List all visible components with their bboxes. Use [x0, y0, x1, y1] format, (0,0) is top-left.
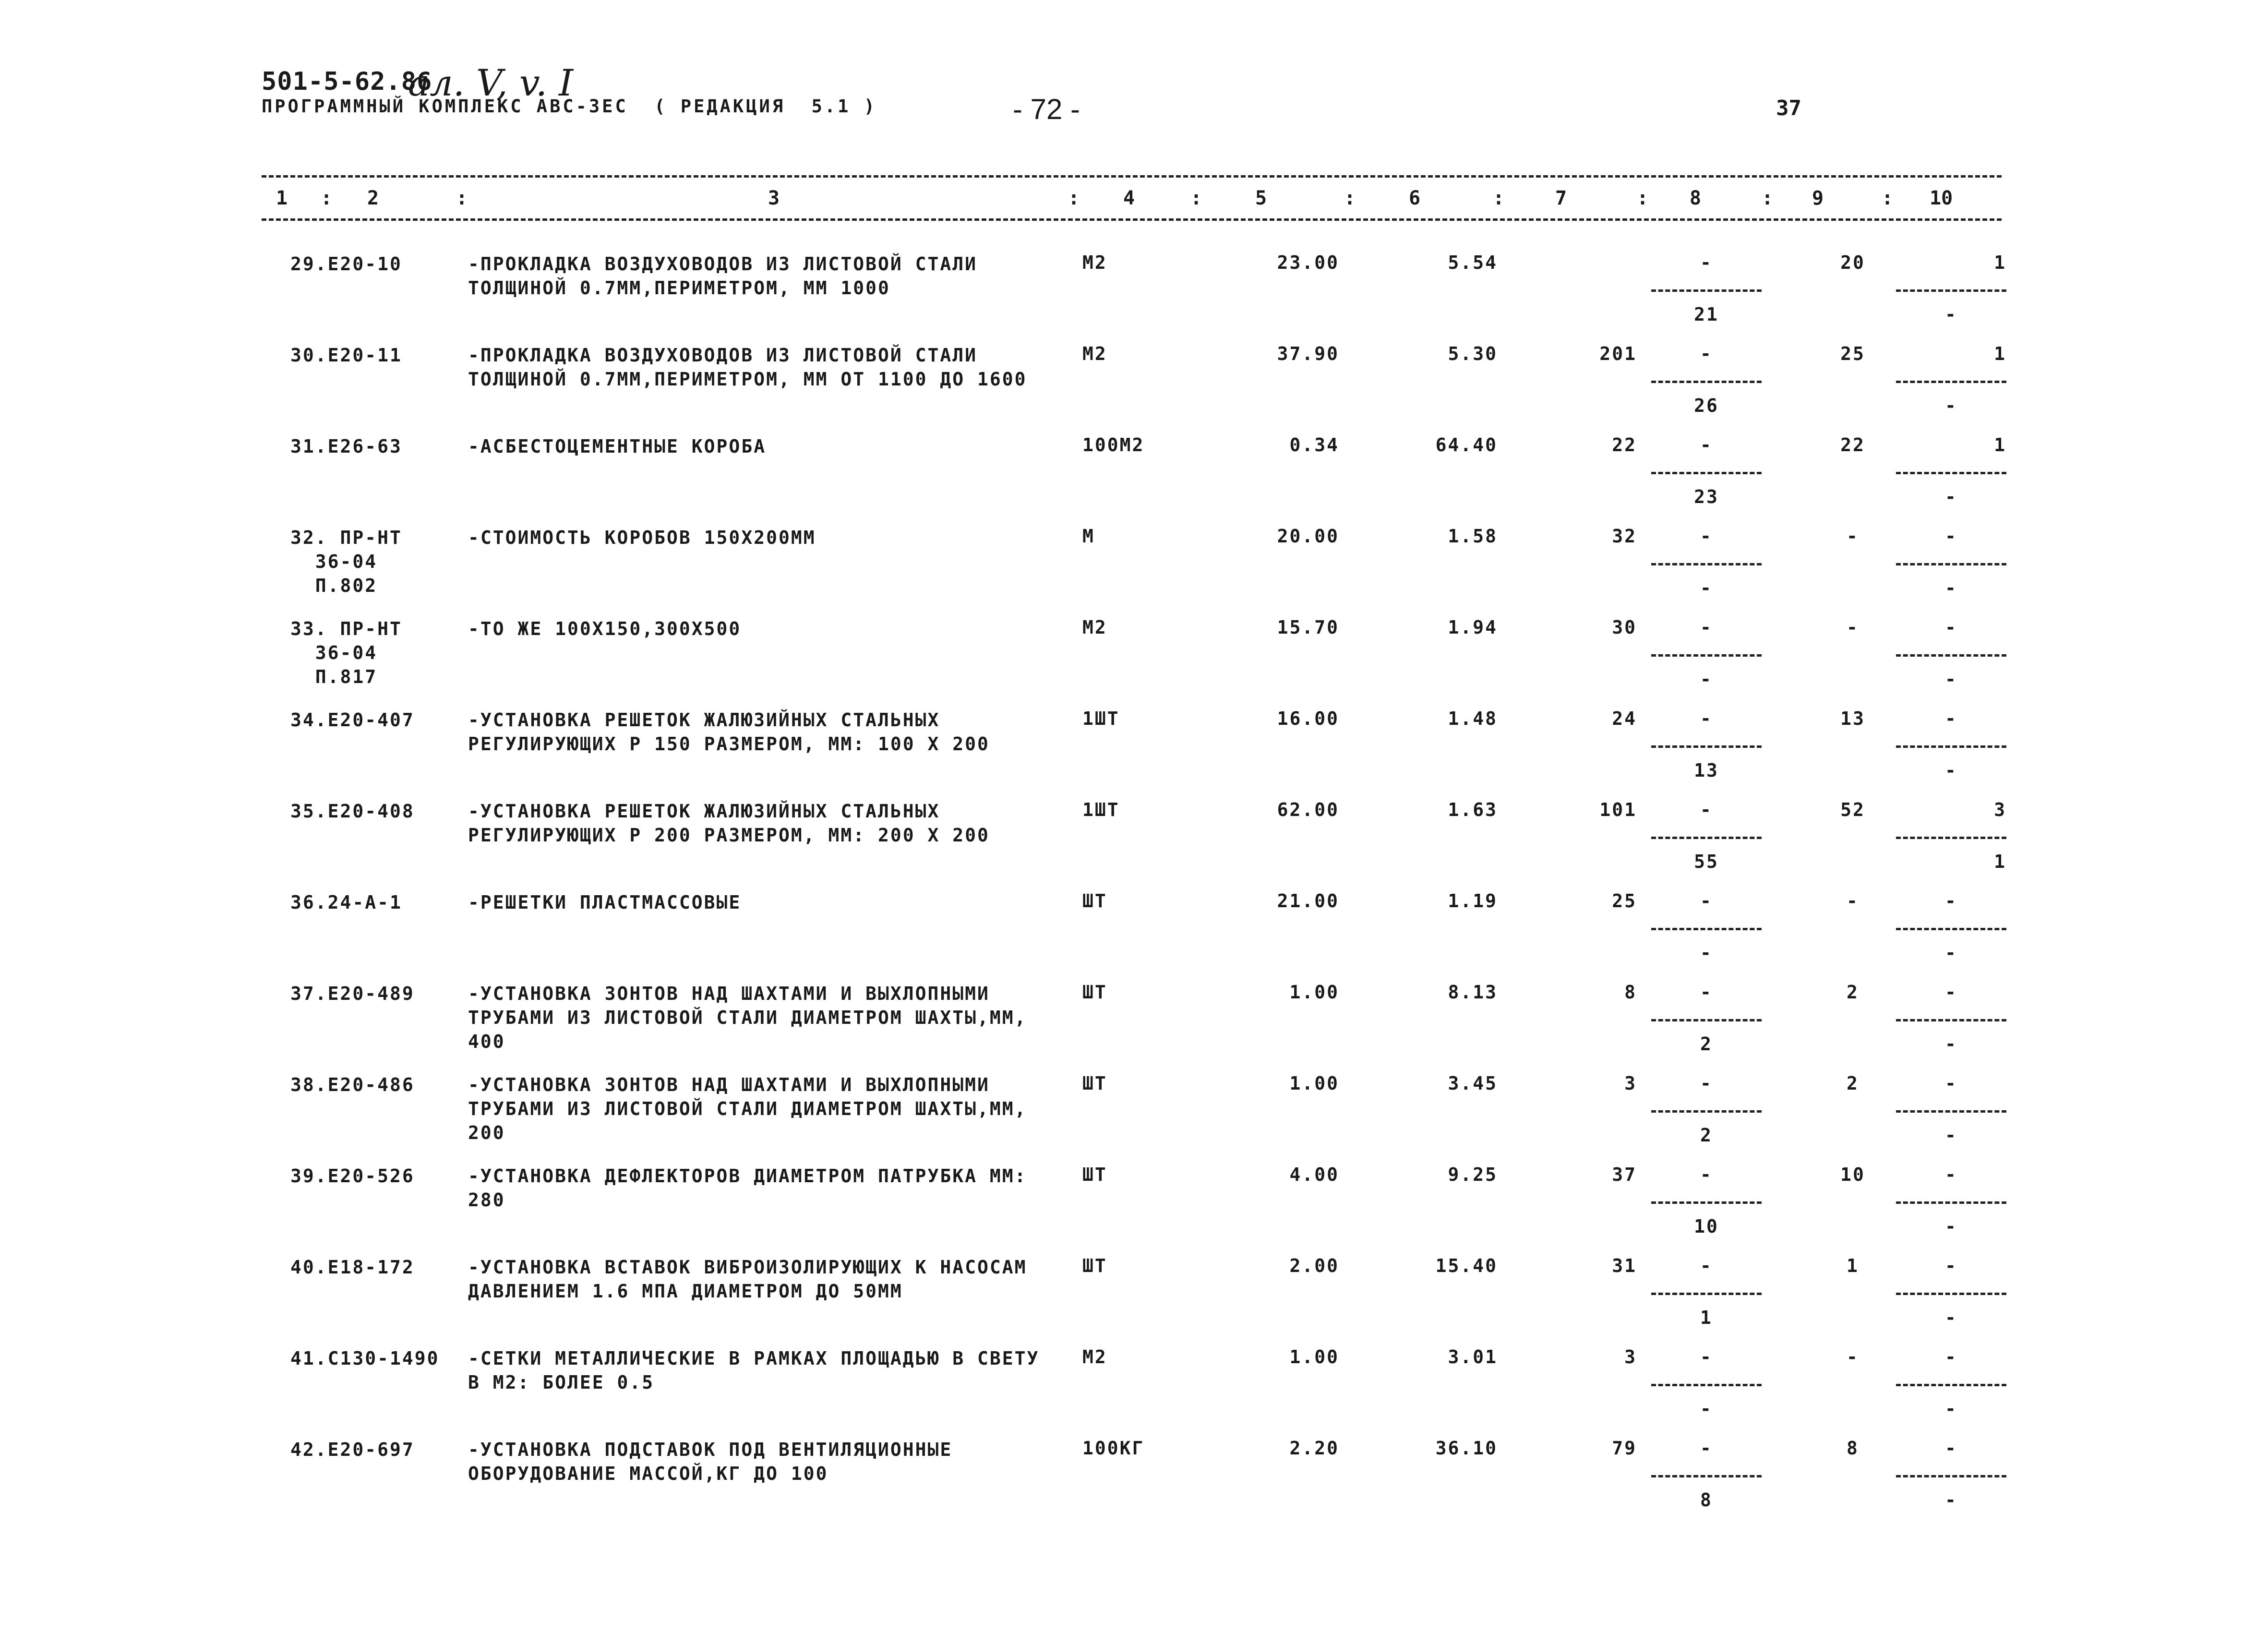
- column-10-top: -: [1945, 1438, 1957, 1459]
- column-10-top: -: [1945, 890, 1957, 912]
- row-quantity: 2.20: [1289, 1438, 1339, 1459]
- column-8-bottom: -: [1700, 577, 1713, 599]
- row-code: 34.Е20-407: [290, 709, 415, 731]
- row-code: 33. ПР-НТ 36-04 П.817: [290, 618, 402, 687]
- column-10-bottom: -: [1945, 1216, 1957, 1237]
- column-header-2: 2: [367, 187, 379, 209]
- row-code: 38.Е20-486: [290, 1074, 415, 1095]
- column-10-bottom: 1: [1994, 851, 2006, 872]
- row-total: 201: [1599, 343, 1637, 364]
- column-10-bottom: -: [1945, 486, 1957, 507]
- row-unit-price: 5.30: [1448, 343, 1498, 364]
- row-total: 37: [1612, 1164, 1637, 1185]
- column-10-bottom: -: [1945, 577, 1957, 599]
- row-column-9: -: [1847, 1346, 1859, 1368]
- table-row: [0, 617, 2268, 708]
- row-column-8: [1651, 1346, 1762, 1428]
- row-column-9: 2: [1847, 982, 1859, 1003]
- column-10-top: -: [1945, 708, 1957, 729]
- page-number: - 72 -: [1013, 93, 1080, 125]
- row-total: 24: [1612, 708, 1637, 729]
- row-name: -АСБЕСТОЦЕМЕНТНЫЕ КОРОБА: [468, 436, 767, 457]
- column-header-1: 1: [276, 187, 288, 209]
- row-total: 31: [1612, 1255, 1637, 1276]
- row-total: 3: [1624, 1073, 1637, 1094]
- row-quantity: 37.90: [1277, 343, 1339, 364]
- row-name: -РЕШЕТКИ ПЛАСТМАССОВЫЕ: [468, 892, 742, 913]
- row-column-10: [1896, 890, 2006, 972]
- row-column-10: [1896, 1438, 2006, 1519]
- row-unit: 100КГ: [1082, 1438, 1145, 1459]
- row-unit-price: 1.19: [1448, 890, 1498, 912]
- row-quantity: 2.00: [1289, 1255, 1339, 1276]
- row-name: -УСТАНОВКА ЗОНТОВ НАД ШАХТАМИ И ВЫХЛОПНЫМИ ТРУБАМИ ИЗ ЛИСТОВОЙ СТАЛИ ДИАМЕТРОМ ШАХТЫ,ММ, 400: [468, 983, 1027, 1052]
- row-quantity: 23.00: [1277, 252, 1339, 273]
- row-column-9: 10: [1840, 1164, 1865, 1185]
- row-name: -СТОИМОСТЬ КОРОБОВ 150Х200ММ: [468, 527, 816, 548]
- column-10-top: 1: [1994, 343, 2006, 364]
- row-column-10: [1896, 252, 2006, 334]
- row-column-10: [1896, 343, 2006, 425]
- column-8-top: -: [1700, 982, 1713, 1003]
- column-10-bottom: -: [1945, 1033, 1957, 1055]
- row-unit: М2: [1082, 1346, 1107, 1368]
- document-code: 501-5-62.86: [262, 67, 432, 96]
- column-10-bottom: -: [1945, 942, 1957, 963]
- row-total: 32: [1612, 526, 1637, 547]
- row-column-9: 22: [1840, 434, 1865, 456]
- column-header-4: 4: [1123, 187, 1135, 209]
- row-quantity: 62.00: [1277, 799, 1339, 820]
- row-total: 30: [1612, 617, 1637, 638]
- row-name: -УСТАНОВКА ЗОНТОВ НАД ШАХТАМИ И ВЫХЛОПНЫМИ ТРУБАМИ ИЗ ЛИСТОВОЙ СТАЛИ ДИАМЕТРОМ ШАХТЫ,ММ, 200: [468, 1074, 1027, 1143]
- row-unit-price: 15.40: [1435, 1255, 1498, 1276]
- row-column-8: [1651, 617, 1762, 698]
- row-column-10: [1896, 982, 2006, 1063]
- row-column-8: [1651, 982, 1762, 1063]
- table-row: [0, 1255, 2268, 1346]
- row-quantity: 16.00: [1277, 708, 1339, 729]
- row-column-10: [1896, 1073, 2006, 1154]
- table-row: [0, 1073, 2268, 1164]
- table-row: [0, 799, 2268, 890]
- row-unit-price: 1.58: [1448, 526, 1498, 547]
- row-code: 29.Е20-10: [290, 253, 402, 275]
- handwritten-note: ал. V, v. I: [408, 61, 574, 104]
- row-unit-price: 5.54: [1448, 252, 1498, 273]
- row-column-9: 1: [1847, 1255, 1859, 1276]
- row-total: 79: [1612, 1438, 1637, 1459]
- row-unit: ШТ: [1082, 1073, 1107, 1094]
- column-8-top: -: [1700, 890, 1713, 912]
- column-10-top: 1: [1994, 252, 2006, 273]
- row-unit-price: 8.13: [1448, 982, 1498, 1003]
- column-8-bottom: 21: [1694, 304, 1719, 325]
- row-code: 35.Е20-408: [290, 801, 415, 822]
- row-unit-price: 1.48: [1448, 708, 1498, 729]
- row-code: 36.24-А-1: [290, 892, 402, 913]
- column-8-top: -: [1700, 343, 1713, 364]
- column-8-bottom: 10: [1694, 1216, 1719, 1237]
- row-column-9: -: [1847, 890, 1859, 912]
- row-quantity: 15.70: [1277, 617, 1339, 638]
- row-quantity: 1.00: [1289, 1346, 1339, 1368]
- row-unit: 1ШТ: [1082, 708, 1120, 729]
- row-unit: 100М2: [1082, 434, 1145, 456]
- row-code: 39.Е20-526: [290, 1165, 415, 1187]
- row-column-10: [1896, 1164, 2006, 1246]
- row-column-8: [1651, 1255, 1762, 1337]
- row-unit-price: 64.40: [1435, 434, 1498, 456]
- column-8-top: -: [1700, 708, 1713, 729]
- row-name: -УСТАНОВКА ДЕФЛЕКТОРОВ ДИАМЕТРОМ ПАТРУБКА ММ: 280: [468, 1165, 1027, 1211]
- column-8-bottom: 55: [1694, 851, 1719, 872]
- column-10-top: -: [1945, 982, 1957, 1003]
- row-total: 3: [1624, 1346, 1637, 1368]
- row-column-9: 52: [1840, 799, 1865, 820]
- column-8-top: -: [1700, 252, 1713, 273]
- row-column-9: -: [1847, 617, 1859, 638]
- row-column-8: [1651, 252, 1762, 334]
- column-8-bottom: 2: [1700, 1033, 1713, 1055]
- column-8-top: -: [1700, 1164, 1713, 1185]
- row-total: 8: [1624, 982, 1637, 1003]
- column-10-top: -: [1945, 617, 1957, 638]
- row-column-8: [1651, 343, 1762, 425]
- column-8-bottom: -: [1700, 669, 1713, 690]
- column-header-3: 3: [768, 187, 780, 209]
- row-column-8: [1651, 708, 1762, 790]
- row-column-9: 25: [1840, 343, 1865, 364]
- column-10-top: -: [1945, 1073, 1957, 1094]
- row-column-8: [1651, 434, 1762, 516]
- table-row: [0, 982, 2268, 1073]
- table-row: [0, 343, 2268, 434]
- row-code: 30.Е20-11: [290, 345, 402, 366]
- row-column-10: [1896, 1255, 2006, 1337]
- column-8-top: -: [1700, 1346, 1713, 1368]
- row-name: -ПРОКЛАДКА ВОЗДУХОВОДОВ ИЗ ЛИСТОВОЙ СТАЛИ ТОЛЩИНОЙ 0.7ММ,ПЕРИМЕТРОМ, ММ ОТ 1100 ДО 1600: [468, 345, 1027, 390]
- column-header-9: 9: [1812, 187, 1824, 209]
- row-quantity: 1.00: [1289, 1073, 1339, 1094]
- row-column-8: [1651, 1438, 1762, 1519]
- column-8-top: -: [1700, 799, 1713, 820]
- column-header-7: 7: [1555, 187, 1567, 209]
- row-column-9: 2: [1847, 1073, 1859, 1094]
- table-row: [0, 1164, 2268, 1255]
- row-unit: ШТ: [1082, 1164, 1107, 1185]
- column-10-bottom: -: [1945, 760, 1957, 781]
- row-unit-price: 1.94: [1448, 617, 1498, 638]
- row-quantity: 1.00: [1289, 982, 1339, 1003]
- corner-page-number: 37: [1776, 96, 1801, 120]
- row-unit: М2: [1082, 617, 1107, 638]
- row-code: 37.Е20-489: [290, 983, 415, 1004]
- column-10-bottom: -: [1945, 304, 1957, 325]
- column-8-top: -: [1700, 434, 1713, 456]
- row-column-8: [1651, 1073, 1762, 1154]
- row-column-9: 20: [1840, 252, 1865, 273]
- column-10-top: -: [1945, 1255, 1957, 1276]
- column-8-bottom: 2: [1700, 1125, 1713, 1146]
- column-8-top: -: [1700, 526, 1713, 547]
- row-unit: 1ШТ: [1082, 799, 1120, 820]
- column-10-top: 1: [1994, 434, 2006, 456]
- column-8-bottom: 13: [1694, 760, 1719, 781]
- table-row: [0, 252, 2268, 343]
- column-10-bottom: -: [1945, 1489, 1957, 1511]
- row-column-10: [1896, 708, 2006, 790]
- row-name: -УСТАНОВКА РЕШЕТОК ЖАЛЮЗИЙНЫХ СТАЛЬНЫХ РЕГУЛИРУЮЩИХ Р 150 РАЗМЕРОМ, ММ: 100 Х 200: [468, 709, 990, 755]
- row-unit-price: 1.63: [1448, 799, 1498, 820]
- row-name: -УСТАНОВКА ВСТАВОК ВИБРОИЗОЛИРУЮЩИХ К НАСОСАМ ДАВЛЕНИЕМ 1.6 МПА ДИАМЕТРОМ ДО 50ММ: [468, 1257, 1027, 1302]
- table-row: [0, 890, 2268, 982]
- row-name: -СЕТКИ МЕТАЛЛИЧЕСКИЕ В РАМКАХ ПЛОЩАДЬЮ В СВЕТУ В М2: БОЛЕЕ 0.5: [468, 1348, 1040, 1393]
- column-10-bottom: -: [1945, 1307, 1957, 1328]
- row-unit: ШТ: [1082, 1255, 1107, 1276]
- column-8-top: -: [1700, 1255, 1713, 1276]
- row-column-8: [1651, 526, 1762, 607]
- column-10-top: -: [1945, 1164, 1957, 1185]
- column-10-bottom: -: [1945, 395, 1957, 416]
- row-unit: ШТ: [1082, 890, 1107, 912]
- column-8-bottom: -: [1700, 942, 1713, 963]
- header-bottom-rule: [262, 218, 2002, 221]
- column-header-5: 5: [1255, 187, 1267, 209]
- column-header-6: 6: [1409, 187, 1421, 209]
- row-quantity: 20.00: [1277, 526, 1339, 547]
- row-column-10: [1896, 1346, 2006, 1428]
- table-row: [0, 1438, 2268, 1529]
- row-column-9: -: [1847, 526, 1859, 547]
- column-10-top: 3: [1994, 799, 2006, 820]
- column-10-bottom: -: [1945, 669, 1957, 690]
- row-total: 22: [1612, 434, 1637, 456]
- column-8-bottom: 23: [1694, 486, 1719, 507]
- row-column-8: [1651, 1164, 1762, 1246]
- column-10-top: -: [1945, 526, 1957, 547]
- column-8-top: -: [1700, 617, 1713, 638]
- row-unit-price: 3.01: [1448, 1346, 1498, 1368]
- column-10-bottom: -: [1945, 1125, 1957, 1146]
- row-column-10: [1896, 617, 2006, 698]
- row-unit-price: 9.25: [1448, 1164, 1498, 1185]
- column-8-bottom: -: [1700, 1398, 1713, 1419]
- row-column-9: 13: [1840, 708, 1865, 729]
- column-header-8: 8: [1690, 187, 1702, 209]
- row-name: -УСТАНОВКА РЕШЕТОК ЖАЛЮЗИЙНЫХ СТАЛЬНЫХ РЕГУЛИРУЮЩИХ Р 200 РАЗМЕРОМ, ММ: 200 Х 200: [468, 801, 990, 846]
- row-quantity: 0.34: [1289, 434, 1339, 456]
- row-quantity: 4.00: [1289, 1164, 1339, 1185]
- row-quantity: 21.00: [1277, 890, 1339, 912]
- program-title: ПРОГРАММНЫЙ КОМПЛЕКС АВС-3ЕС ( РЕДАКЦИЯ 5.1 ): [262, 96, 877, 117]
- row-unit-price: 36.10: [1435, 1438, 1498, 1459]
- column-8-bottom: 26: [1694, 395, 1719, 416]
- row-code: 32. ПР-НТ 36-04 П.802: [290, 527, 402, 596]
- row-code: 42.Е20-697: [290, 1439, 415, 1460]
- table-row: [0, 526, 2268, 617]
- row-column-9: 8: [1847, 1438, 1859, 1459]
- table-row: [0, 434, 2268, 526]
- row-name: -ПРОКЛАДКА ВОЗДУХОВОДОВ ИЗ ЛИСТОВОЙ СТАЛИ ТОЛЩИНОЙ 0.7ММ,ПЕРИМЕТРОМ, ММ 1000: [468, 253, 977, 299]
- row-total: 25: [1612, 890, 1637, 912]
- header-top-rule: [262, 175, 2002, 178]
- row-column-8: [1651, 890, 1762, 972]
- row-column-10: [1896, 434, 2006, 516]
- row-column-8: [1651, 799, 1762, 881]
- row-column-10: [1896, 799, 2006, 881]
- row-name: -ТО ЖЕ 100Х150,300Х500: [468, 618, 742, 639]
- row-name: -УСТАНОВКА ПОДСТАВОК ПОД ВЕНТИЛЯЦИОННЫЕ ОБОРУДОВАНИЕ МАССОЙ,КГ ДО 100: [468, 1439, 953, 1484]
- row-unit: М2: [1082, 343, 1107, 364]
- row-code: 31.Е26-63: [290, 436, 402, 457]
- column-8-top: -: [1700, 1073, 1713, 1094]
- row-code: 40.Е18-172: [290, 1257, 415, 1278]
- row-unit: М2: [1082, 252, 1107, 273]
- column-10-bottom: -: [1945, 1398, 1957, 1419]
- column-8-bottom: 8: [1700, 1489, 1713, 1511]
- column-10-top: -: [1945, 1346, 1957, 1368]
- row-unit-price: 3.45: [1448, 1073, 1498, 1094]
- column-header-row: 1 : 2 : 3 : 4 : 5 : 6 : 7 : 8 : 9 : 10: [276, 187, 1953, 209]
- column-header-10: 10: [1930, 187, 1953, 209]
- table-row: [0, 708, 2268, 799]
- table-row: [0, 1346, 2268, 1438]
- row-unit: ШТ: [1082, 982, 1107, 1003]
- row-column-10: [1896, 526, 2006, 607]
- column-8-top: -: [1700, 1438, 1713, 1459]
- row-unit: М: [1082, 526, 1095, 547]
- row-code: 41.С130-1490: [290, 1348, 440, 1369]
- row-total: 101: [1599, 799, 1637, 820]
- column-8-bottom: 1: [1700, 1307, 1713, 1328]
